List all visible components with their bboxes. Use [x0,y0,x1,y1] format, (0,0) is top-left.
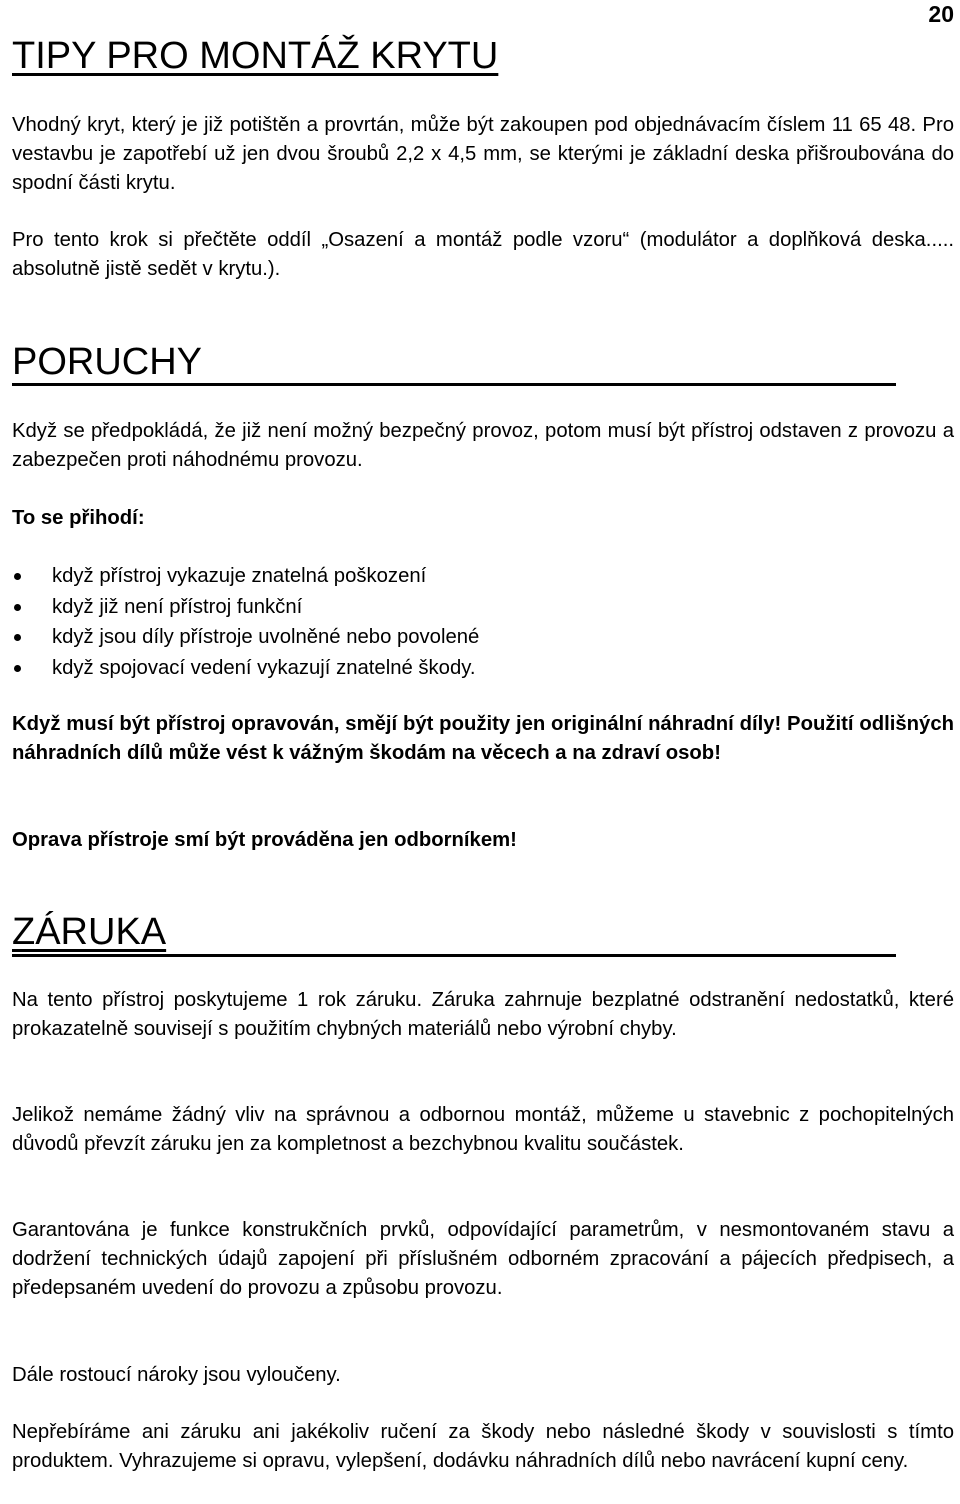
warranty-paragraph-5: Nepřebíráme ani záruku ani jakékoliv ručení za škody nebo následné škody v souvislosti s tímto produktem. Vyhrazujeme si opravu, vylepšení, dodávku náhradních dílů nebo navrácení kupní ceny. [12,1421,954,1472]
warranty-heading-rule [12,954,896,957]
list-item-text: když již není přístroj funkční [52,595,303,618]
list-item-text: když spojovací vedení vykazují znatelné škody. [52,656,476,679]
faults-heading: PORUCHY [12,341,203,383]
faults-bullet-list [12,561,942,683]
list-item-text: když jsou díly přístroje uvolněné nebo povolené [52,626,480,648]
faults-paragraph: Když se předpokládá, že již není možný bezpečný provoz, potom musí být přístroj odstaven z provozu a zabezpečen proti náhodnému provozu. [12,420,954,471]
warranty-paragraph-2: Jelikož nemáme žádný vliv na správnou a odbornou montáž, můžeme u stavebnic z pochopitelných důvodů převzít záruku jen za kompletnost a bezchybnou kvalitu součástek. [12,1104,954,1155]
list-item [12,592,942,623]
bullet-icon [14,573,21,580]
faults-repair-note: Oprava přístroje smí být prováděna jen odborníkem! [12,829,517,851]
bullet-icon [14,604,21,611]
warranty-heading: ZÁRUKA [12,911,167,953]
page-number: 20 [928,1,954,27]
faults-warning: Když musí být přístroj opravován, smějí být použity jen originální náhradní díly! Použití odlišných náhradních dílů může vést k vážným škodám na věcech a na zdraví osob! [12,713,954,764]
faults-heading-rule [12,383,896,386]
warranty-paragraph-3: Garantována je funkce konstrukčních prvků, odpovídající parametrům, v nesmontovaném stavu a dodržení technických údajů zapojení při příslušném odborném zpracování a pájecích předpisech, a předepsaném uvedení do provozu a způsobu provozu. [12,1219,954,1299]
warranty-paragraph-1: Na tento přístroj poskytujeme 1 rok záruku. Záruka zahrnuje bezplatné odstranění nedostatků, které prokazatelně souvisejí s použitím chybných materiálů nebo výrobní chyby. [12,989,954,1040]
list-item [12,561,942,592]
faults-subheading: To se přihodí: [12,507,145,529]
list-item [12,653,942,684]
list-item [12,622,942,653]
bullet-icon [14,665,21,672]
tips-paragraph-2: Pro tento krok si přečtěte oddíl „Osazení a montáž podle vzoru“ (modulátor a doplňková deska..... absolutně jistě sedět v krytu.). [12,229,954,280]
tips-heading: TIPY PRO MONTÁŽ KRYTU [12,35,499,77]
tips-paragraph-1: Vhodný kryt, který je již potištěn a provrtán, může být zakoupen pod objednávacím číslem 11 65 48. Pro vestavbu je zapotřebí už jen dvou šroubů 2,2 x 4,5 mm, se kterými je základní deska přišroubována do spodní části krytu. [12,114,954,194]
list-item-text: když přístroj vykazuje znatelná poškození [52,565,427,587]
tips-heading-block [12,34,944,78]
warranty-heading-block [12,910,944,954]
warranty-paragraph-4: Dále rostoucí nároky jsou vyloučeny. [12,1364,341,1386]
faults-heading-block [12,340,944,384]
bullet-icon [14,634,21,641]
